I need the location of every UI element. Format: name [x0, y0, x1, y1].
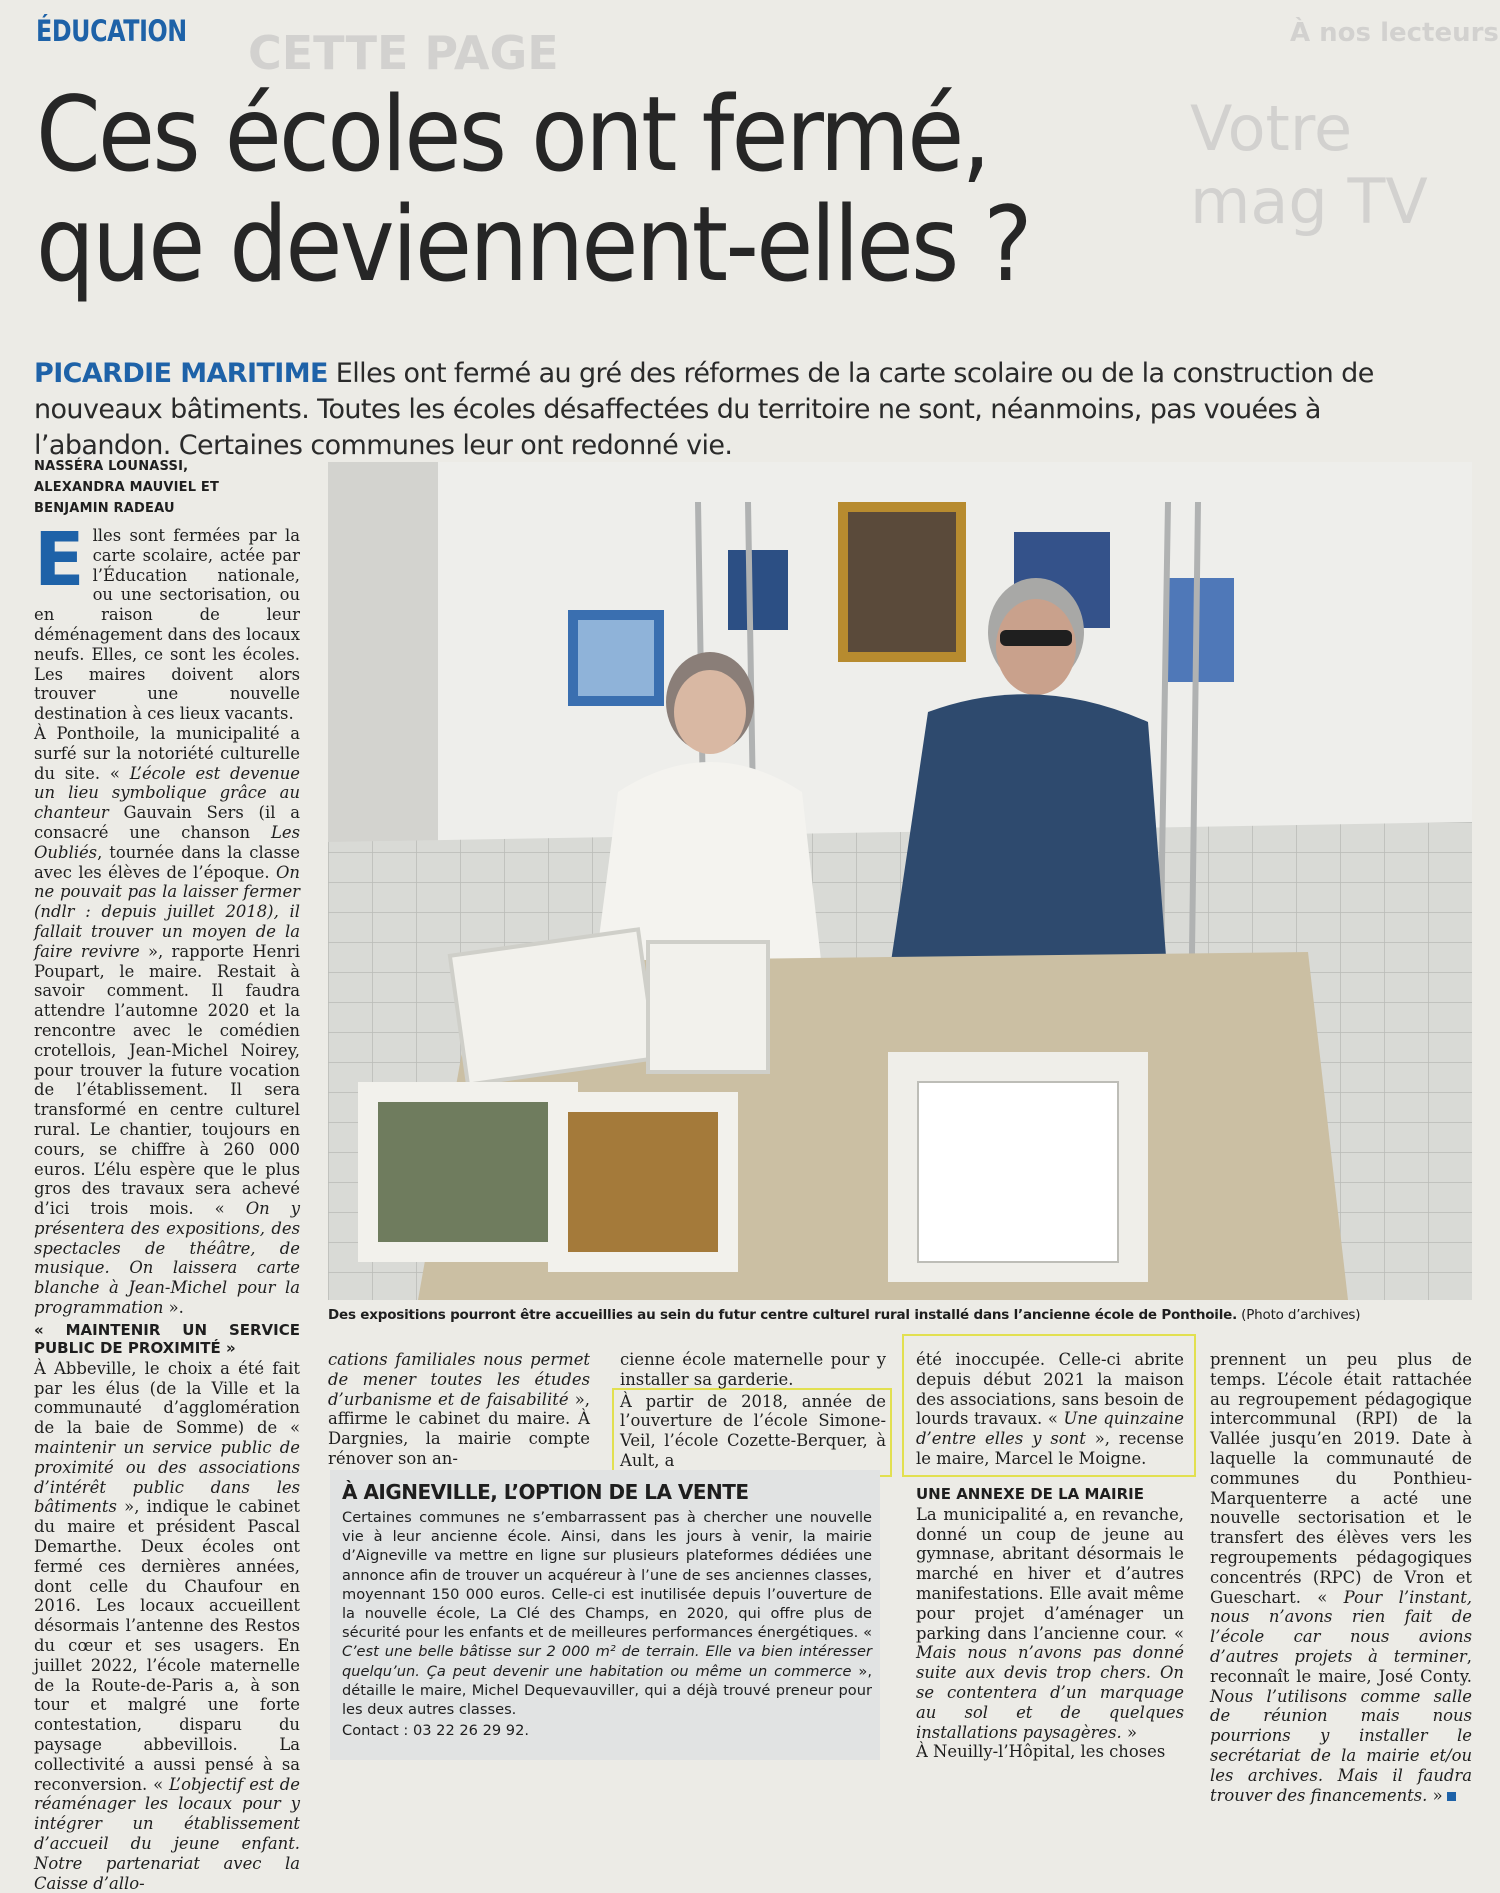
section-label: ÉDUCATION	[36, 14, 187, 48]
photo-credit: (Photo d’archives)	[1237, 1307, 1361, 1323]
headline-line-2: que deviennent-elles ?	[36, 185, 1030, 305]
headline-line-1: Ces écoles ont fermé,	[36, 75, 989, 195]
subhead-annexe-mairie: UNE ANNEXE DE LA MAIRIE	[916, 1484, 1145, 1503]
highlighted-passage-2: été inoccupée. Celle-ci abrite depuis début 2021 la maison des associations, sans besoin de lourds travaux. « Une quinzaine d’entre elles y sont », recense le maire, Marcel le Moigne.	[902, 1334, 1196, 1477]
article-column-2: cations familiales nous permet de mener toutes les études d’urbanisme et de faisabilité », affirme le cabinet du maire. À Dargnies, la mairie compte rénover son an-	[328, 1350, 590, 1468]
article-column-5: prennent un peu plus de temps. L’école était rattachée au regroupement pédagogique intercommunal (RPI) de la Vallée jusqu’en 2019. Date à laquelle la communauté de communes du Ponthieu-Marquenterre a acté une nouvelle sectorisation et le transfert des élèves vers les regroupements pédagogiques concentrés (RPC) de Vron et Gueschart. « Pour l’instant, nous n’avons rien fait de l’école car nous avions d’autres projets à terminer, reconnaît le maire, José Conty. Nous l’utilisons comme salle de réunion mais nous pourrions y installer le secrétariat de la mairie et/ou les archives. Mais il faudra trouver des financements. »	[1210, 1350, 1472, 1805]
article-photo	[328, 462, 1472, 1300]
article-column-1	[34, 517, 300, 1893]
paragraph-neuilly-start: À Neuilly-l’Hôpital, les choses	[916, 1742, 1166, 1762]
ghost-text-left: CETTE PAGE	[248, 26, 559, 80]
paragraph-abbeville: À Abbeville, le choix a été fait par les élus (de la Ville et la communauté d’agglomération de la baie de Somme) de « maintenir un service public de proximité ou des associations d’intérêt public dans les bâtiments », indique le cabinet du maire et président Pascal Demarthe. Deux écoles ont fermé ces dernières années, dont celle du Chaufour en 2016. Les locaux accueillent désormais l’antenne des Restos du cœur et ses usagers. En juillet 2022, l’école maternelle de la Route-de-Paris a, à son tour et malgré une forte contestation, disparu du paysage abbevillois. La collectivité a aussi pensé à sa reconversion. « L’objectif est de réaménager les locaux pour y intégrer un établissement d’accueil du jeune enfant. Notre partenariat avec la Caisse d’allo-	[34, 1358, 300, 1893]
article-column-4: été inoccupée. Celle-ci abrite depuis début 2021 la maison des associations, sans besoin de lourds travaux. « Une quinzaine d’entre elles y sont », recense le maire, Marcel le Moigne. UNE ANNEXE DE LA MAIRIE La municipalité a, en revanche, donné un coup de jeune au gymnase, abritant désormais le marché en hiver et d’autres manifestations. Elle avait même pour projet d’aménager un parking dans l’ancienne cour. « Mais nous n’avons pas donné suite aux devis trop chers. On se contentera d’un marquage au sol et de quelques installations paysagères. » À Neuilly-l’Hôpital, les choses	[916, 1350, 1184, 1762]
sidebar-contact: Contact : 03 22 26 29 92.	[342, 1722, 530, 1740]
lead-paragraph	[34, 356, 1454, 464]
ghost-text-right-top: À nos lecteurs	[1290, 18, 1499, 48]
highlighted-passage-1	[612, 1388, 892, 1477]
byline: NASSÉRA LOUNASSI, ALEXANDRA MAUVIEL ET BENJAMIN RADEAU	[34, 459, 220, 516]
sidebar-box-title: À AIGNEVILLE, L’OPTION DE LA VENTE	[342, 1480, 749, 1504]
paragraph-ault: À partir de 2018, année de l’ouverture de l’école Simone-Veil, l’école Cozette-Berquer, à Ault, a	[620, 1391, 886, 1470]
subhead-service-public: « MAINTENIR UN SERVICE PUBLIC DE PROXIMITÉ »	[34, 1320, 300, 1357]
article-column-3	[620, 1350, 886, 1477]
paragraph-ponthoile: À Ponthoile, la municipalité a surfé sur la notoriété culturelle du site. « L’école est devenue un lieu symbolique grâce au chanteur Gauvain Sers (il a consacré une chanson Les Oubliés, tournée dans la classe avec les élèves de l’époque. On ne pouvait pas la laisser fermer (ndlr : depuis juillet 2018), il fallait trouver un moyen de la faire revivre », rapporte Henri Poupart, le maire. Restait à savoir comment. Il faudra attendre l’automne 2020 et la rencontre avec le comédien crotellois, Jean-Michel Noirey, pour trouver la future vocation de l’établissement. Il sera transformé en centre culturel rural. Le chantier, toujours en cours, se chiffre à 260 000 euros. L’élu espère que le plus gros des travaux sera achevé d’ici trois mois. « On y présentera des expositions, des spectacles de théâtre, de musique. On laissera carte blanche à Jean-Michel pour la programmation ».	[34, 723, 300, 1318]
paragraph-dargnies-end: cienne école maternelle pour y installer sa garderie.	[620, 1350, 886, 1389]
photo-illustration	[328, 462, 1472, 1300]
lead-kicker: PICARDIE MARITIME	[34, 358, 328, 389]
sidebar-box-text: Certaines communes ne s’embarrassent pas à chercher une nouvelle vie à leur ancienne école. Ainsi, dans les jours à venir, la mairie d’Aigneville va mettre en ligne sur plusieurs plateformes dédiées une annonce afin de trouver un acquéreur à l’une de ses anciennes classes, moyennant 150 000 euros. Celle-ci est inutilisée depuis l’ouverture de la nouvelle école, La Clé des Champs, en 2020, qui offre plus de sécurité pour les enfants et de meilleures performances énergétiques. « C’est une belle bâtisse sur 2 000 m² de terrain. Elle va bien intéresser quelqu’un. Ça peut devenir une habitation ou même un commerce », détaille le maire, Michel Dequevauviller, qui a déjà trouvé preneur pour les deux autres classes. Contact : 03 22 26 29 92.	[342, 1509, 872, 1740]
caption-text: Des expositions pourront être accueillies au sein du futur centre culturel rural installé dans l’ancienne école de Ponthoile.	[328, 1307, 1238, 1323]
lead-text: Elles ont fermé au gré des réformes de la carte scolaire ou de la construction de nouveaux bâtiments. Toutes les écoles désaffectées du territoire ne sont, néanmoins, pas vouées à l’abandon. Certaines communes leur ont redonné vie.	[34, 358, 1374, 461]
photo-caption	[328, 1306, 1472, 1324]
headline	[36, 75, 1206, 305]
paragraph-intro-text: lles sont fermées par la carte scolaire, actée par l’Éducation nationale, ou une sectorisation, ou en raison de leur déménagement dans des locaux neufs. Elles, ce sont les écoles. Les maires doivent alors trouver une nouvelle destination à ces lieux vacants.	[34, 526, 300, 724]
paragraph-intro	[34, 517, 300, 724]
drop-cap: E	[34, 517, 85, 603]
end-mark-icon	[1447, 1792, 1456, 1801]
ghost-text-right-title: Votre mag TV	[1190, 92, 1428, 238]
